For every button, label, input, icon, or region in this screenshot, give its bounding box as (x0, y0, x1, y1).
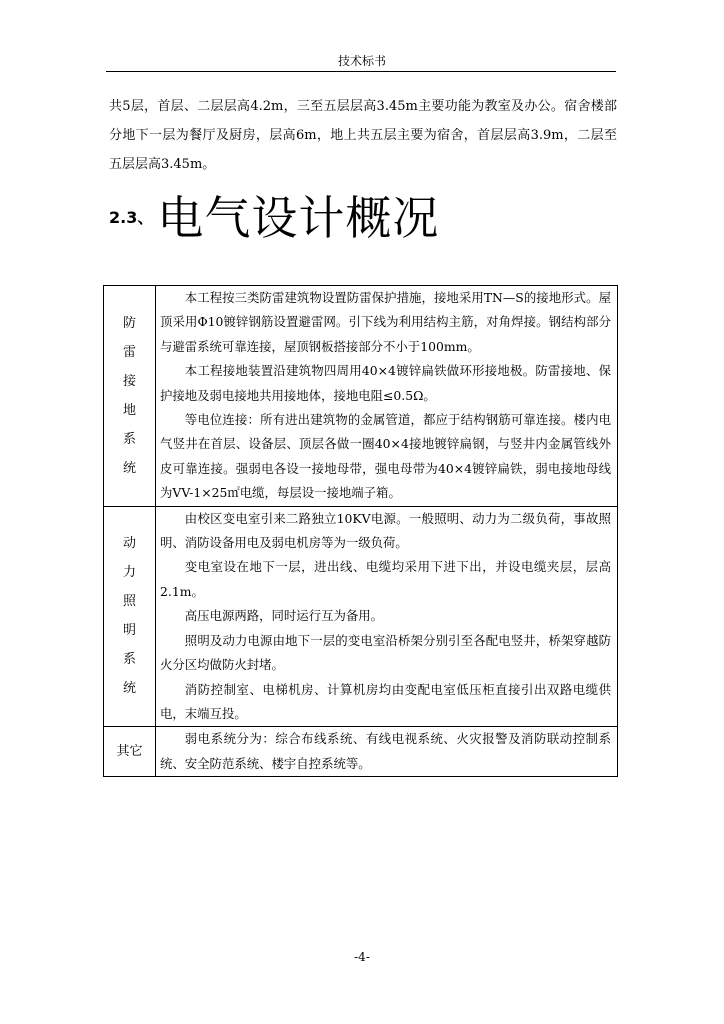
section-heading (109, 188, 439, 248)
row-paragraph: 高压电源两路，同时运行互为备用。 (184, 608, 384, 624)
row-paragraph: 本工程按三类防雷建筑物设置防雷保护措施，接地采用TN—S的接地形式。屋顶采用Φ10镀锌钢筋设置避雷网。引下线为利用结构主筋，对角焊接。钢结构部分与避雷系统可靠连接，屋顶钢板搭接部分不小于100mm。 (160, 290, 611, 354)
section-number: 2.3、 (109, 208, 154, 227)
row-content-lightning (156, 286, 618, 507)
electrical-overview-table (103, 285, 618, 777)
row-label-line: 防雷 (122, 315, 147, 360)
row-content-other (156, 727, 618, 777)
row-paragraph: 等电位连接：所有进出建筑物的金属管道，都应于结构钢筋可靠连接。楼内电气竖井在首层、设备层、顶层各做一圈40×4接地镀锌扁钢，与竖井内金属管线外皮可靠连接。强弱电各设一接地母带，强电母带为40×4镀锌扁铁，弱电接地母线为VV-1×25㎡电缆，每层设一接地端子箱。 (160, 412, 611, 501)
section-title: 电气设计概况 (157, 191, 440, 245)
row-label-other (104, 727, 156, 777)
row-label-power (104, 506, 156, 727)
row-label-line: 系统 (122, 431, 147, 476)
row-label-line: 接地 (122, 373, 147, 418)
row-paragraph: 弱电系统分为：综合布线系统、有线电视系统、火灾报警及消防联动控制系统、安全防范系统、楼宇自控系统等。 (160, 731, 611, 771)
header-divider (106, 71, 616, 72)
intro-paragraph: 共5层，首层、二层层高4.2m，三至五层层高3.45m主要功能为教室及办公。宿舍楼部分地下一层为餐厅及厨房，层高6m，地上共五层主要为宿舍，首层层高3.9m，二层至五层层高3.45m。 (109, 99, 617, 172)
row-paragraph: 照明及动力电源由地下一层的变电室沿桥架分别引至各配电竖井，桥架穿越防火分区均做防火封堵。 (160, 632, 611, 673)
row-label-lightning (104, 286, 156, 507)
table-row-power (104, 506, 618, 727)
row-label-line: 动力 (122, 536, 147, 581)
table-row-lightning (104, 286, 618, 507)
row-label-line: 照明 (122, 594, 147, 639)
row-paragraph: 消防控制室、电梯机房、计算机房均由变配电室低压柜直接引出双路电缆供电，末端互投。 (160, 681, 611, 721)
row-paragraph: 本工程接地装置沿建筑物四周用40×4镀锌扁铁做环形接地极。防雷接地、保护接地及弱电接地共用接地体，接地电阻≤0.5Ω。 (160, 363, 611, 403)
page-number: -4- (354, 950, 370, 964)
row-paragraph: 变电室设在地下一层，进出线、电缆均采用下进下出，并设电缆夹层，层高2.1m。 (160, 559, 611, 599)
row-label-line: 系统 (122, 652, 147, 697)
table-row-other (104, 727, 618, 777)
row-content-power (156, 506, 618, 727)
row-paragraph: 由校区变电室引来二路独立10KV电源。一般照明、动力为二级负荷，事故照明、消防设备用电及弱电机房等为一级负荷。 (160, 510, 611, 551)
row-label-line: 其它 (116, 744, 143, 760)
page-header-title: 技术标书 (337, 54, 386, 68)
